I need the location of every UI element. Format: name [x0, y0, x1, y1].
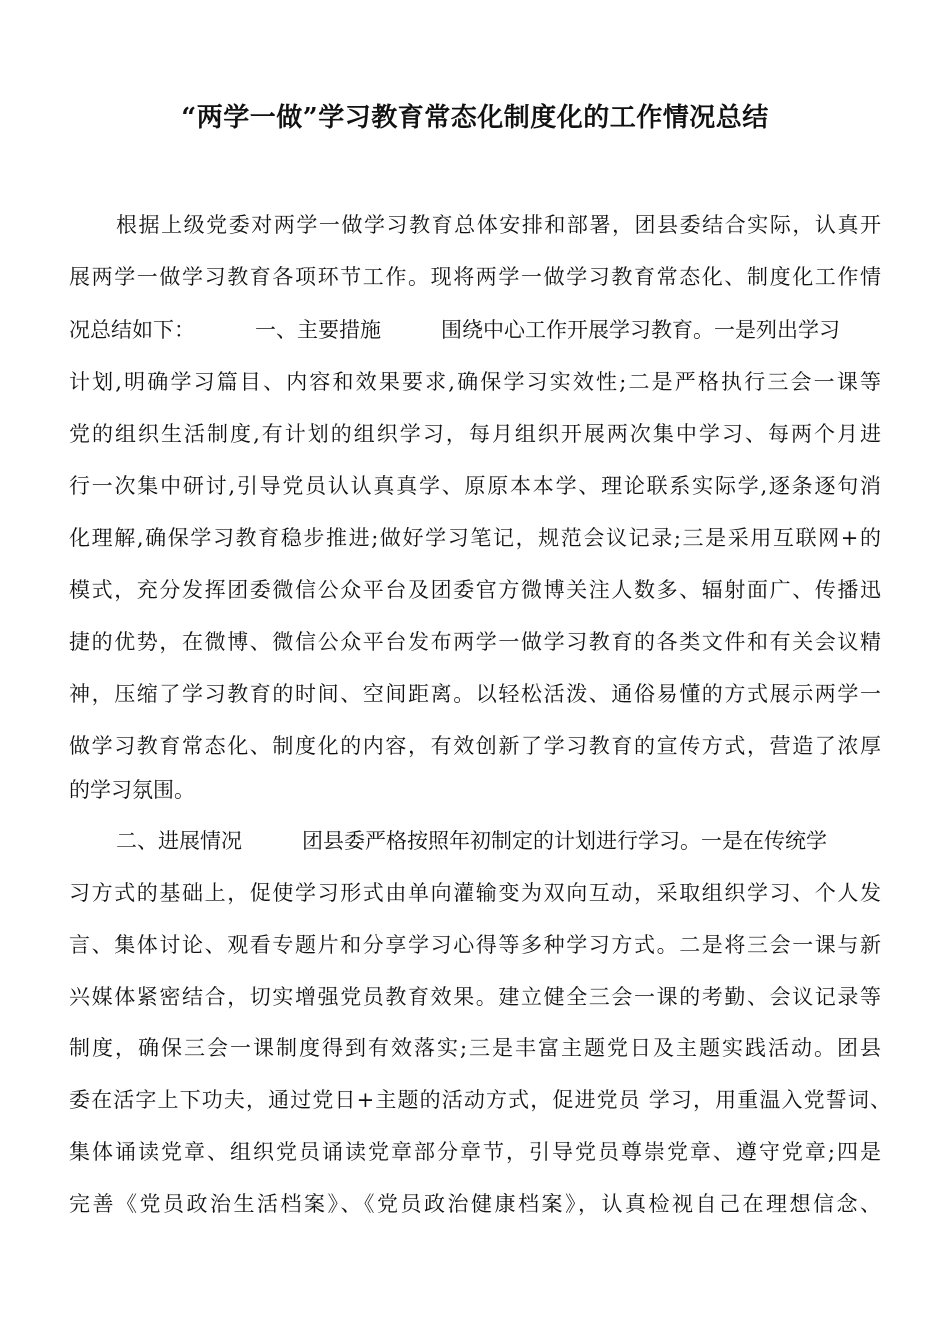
paragraph-line: 模式，充分发挥团委微信公众平台及团委官方微博关注人数多、辐射面广、传播迅: [69, 578, 881, 602]
paragraph-line: 计划,明确学习篇目、内容和效果要求,确保学习实效性;二是严格执行三会一课等: [69, 370, 881, 394]
paragraph-line: 做学习教育常态化、制度化的内容，有效创新了学习教育的宣传方式，营造了浓厚: [69, 734, 881, 758]
paragraph-line: 委在活字上下功夫，通过党日+主题的活动方式，促进党员 学习，用重温入党誓词、: [69, 1088, 891, 1112]
paragraph-line: 党的组织生活制度,有计划的组织学习，每月组织开展两次集中学习、每两个月进: [69, 422, 881, 446]
paragraph-line: 的学习氛围。: [69, 778, 195, 802]
paragraph-line: 行一次集中研讨,引导党员认认真真学、原原本本学、理论联系实际学,逐条逐句消: [69, 474, 881, 498]
paragraph-line: 习方式的基础上，促使学习形式由单向灌输变为双向互动，采取组织学习、个人发: [69, 881, 881, 905]
section-heading-measures: 一、主要措施: [255, 318, 381, 342]
document-title: “两学一做”学习教育常态化制度化的工作情况总结: [181, 103, 769, 133]
paragraph-text: 况总结如下：: [69, 318, 195, 342]
paragraph-text: 团县委严格按照年初制定的计划进行学习。一是在传统学: [302, 829, 827, 853]
paragraph-line-mixed: [116, 816, 881, 866]
paragraph-line: 展两学一做学习教育各项环节工作。现将两学一做学习教育常态化、制度化工作情: [69, 265, 881, 289]
paragraph-line: 根据上级党委对两学一做学习教育总体安排和部署，团县委结合实际，认真开: [116, 213, 881, 237]
paragraph-line: 神，压缩了学习教育的时间、空间距离。以轻松活泼、通俗易懂的方式展示两学一: [69, 682, 881, 706]
paragraph-line-mixed: [69, 305, 881, 355]
paragraph-line: 言、集体讨论、观看专题片和分享学习心得等多种学习方式。二是将三会一课与新: [69, 933, 881, 957]
paragraph-line: 集体诵读党章、组织党员诵读党章部分章节，引导党员尊崇党章、遵守党章;四是: [69, 1140, 881, 1164]
section-heading-progress: 二、进展情况: [116, 829, 242, 853]
paragraph-line: 化理解,确保学习教育稳步推进;做好学习笔记，规范会议记录;三是采用互联网+的: [69, 526, 881, 550]
paragraph-line: 完善《党员政治生活档案》、《党员政治健康档案》，认真检视自己在理想信念、: [69, 1192, 881, 1216]
paragraph-line: 制度，确保三会一课制度得到有效落实;三是丰富主题党日及主题实践活动。团县: [69, 1036, 881, 1060]
paragraph-text: 围绕中心工作开展学习教育。一是列出学习: [441, 318, 840, 342]
paragraph-line: 兴媒体紧密结合，切实增强党员教育效果。建立健全三会一课的考勤、会议记录等: [69, 985, 881, 1009]
paragraph-line: 捷的优势，在微博、微信公众平台发布两学一做学习教育的各类文件和有关会议精: [69, 630, 881, 654]
